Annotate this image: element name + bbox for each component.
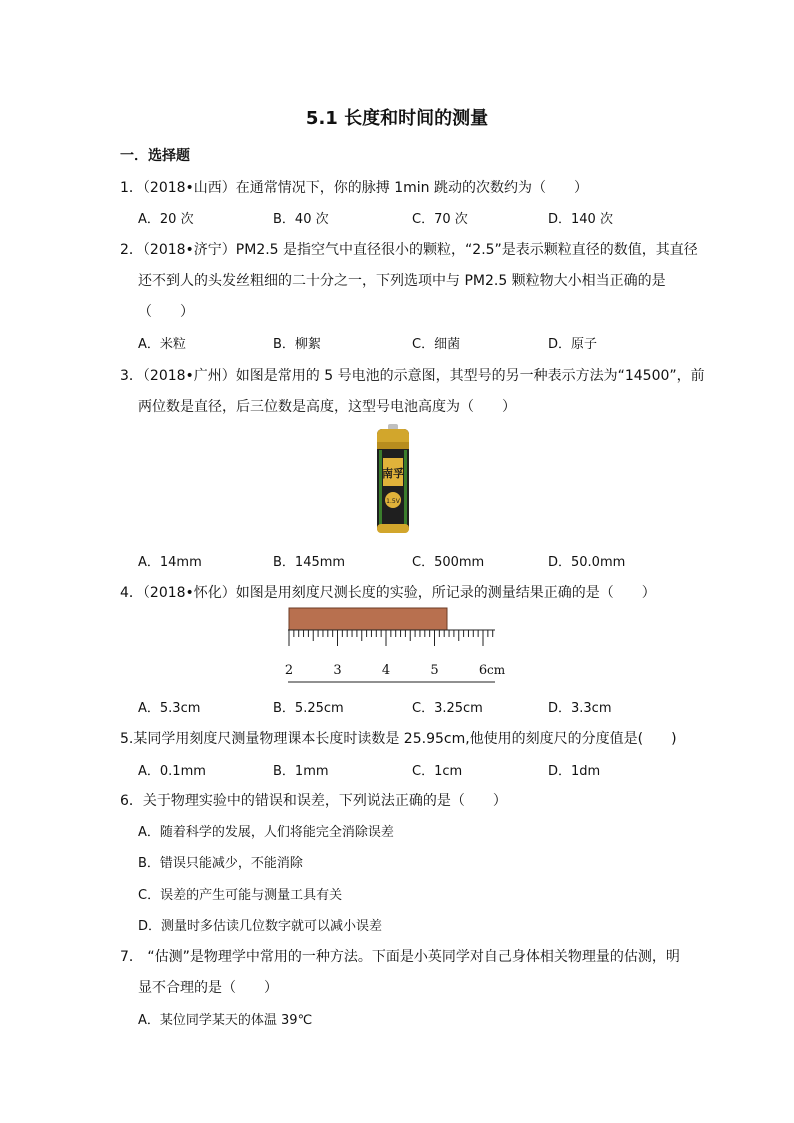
ruler-diagram xyxy=(282,606,512,688)
question-7: 7． “估测”是物理学中常用的一种方法。下面是小英同学对自己身体相关物理量的估测，明 xyxy=(120,949,680,965)
q6-option-b: B．错误只能减少，不能消除 xyxy=(138,856,303,871)
question-4: 4．（2018•怀化）如图是用刻度尺测长度的实验，所记录的测量结果正确的是（ ） xyxy=(120,585,656,601)
q3-option-a: A．14mm xyxy=(138,555,202,570)
battery-voltage: 1.5V xyxy=(386,498,400,505)
battery-brand: 南孚 xyxy=(382,467,404,480)
ruler-label: 6 xyxy=(478,663,488,678)
q2-option-d: D．原子 xyxy=(548,337,598,352)
q2-option-a: A．米粒 xyxy=(138,337,186,352)
question-3: 3．（2018•广州）如图是常用的 5 号电池的示意图，其型号的另一种表示方法为“14500”，前 xyxy=(120,368,705,384)
q3-option-c: C．500mm xyxy=(412,555,485,570)
ruler-label: 4 xyxy=(381,663,391,678)
question-1: 1．（2018•山西）在通常情况下，你的脉搏 1min 跳动的次数约为（ ） xyxy=(120,180,589,196)
question-6: 6．关于物理实验中的错误和误差，下列说法正确的是（ ） xyxy=(120,793,507,809)
question-7-line-2: 显不合理的是（ ） xyxy=(138,980,278,996)
q1-option-a: A．20 次 xyxy=(138,212,194,227)
q4-option-b: B．5.25cm xyxy=(273,701,344,716)
q1-option-c: C．70 次 xyxy=(412,212,468,227)
ruler-unit: cm xyxy=(487,663,506,677)
q2-option-c: C．细菌 xyxy=(412,337,461,352)
section-heading: 一．选择题 xyxy=(120,148,190,164)
q4-option-c: C．3.25cm xyxy=(412,701,483,716)
q6-option-d: D．测量时多估读几位数字就可以减小误差 xyxy=(138,919,383,934)
question-2-line-3: （ ） xyxy=(138,304,194,320)
q1-option-d: D．140 次 xyxy=(548,212,613,227)
q1-option-b: B．40 次 xyxy=(273,212,329,227)
ruler-label: 3 xyxy=(333,663,342,678)
q5-option-a: A．0.1mm xyxy=(138,764,206,779)
q7-option-a: A．某位同学某天的体温 39℃ xyxy=(138,1013,313,1028)
question-2-line-2: 还不到人的头发丝粗细的二十分之一，下列选项中与 PM2.5 颗粒物大小相当正确的是 xyxy=(138,273,666,289)
measured-block xyxy=(289,608,447,630)
q6-option-a: A．随着科学的发展，人们将能完全消除误差 xyxy=(138,825,394,840)
ruler-label: 2 xyxy=(284,663,294,678)
q5-option-d: D．1dm xyxy=(548,764,601,779)
q4-option-a: A．5.3cm xyxy=(138,701,201,716)
page-title: 5.1 长度和时间的测量 xyxy=(305,108,489,129)
ruler-label: 5 xyxy=(430,663,439,678)
aa-battery-image xyxy=(375,424,411,536)
question-5: 5.某同学用刻度尺测量物理课本长度时读数是 25.95cm,他使用的刻度尺的分度值是( ) xyxy=(120,731,677,747)
q3-option-b: B．145mm xyxy=(273,555,346,570)
question-3-line-2: 两位数是直径，后三位数是高度，这型号电池高度为（ ） xyxy=(138,399,516,415)
q3-option-d: D．50.0mm xyxy=(548,555,626,570)
q5-option-b: B．1mm xyxy=(273,764,329,779)
q2-option-b: B．柳絮 xyxy=(273,337,321,352)
question-2: 2．（2018•济宁）PM2.5 是指空气中直径很小的颗粒，“2.5”是表示颗粒直径的数值，其直径 xyxy=(120,242,698,258)
q6-option-c: C．误差的产生可能与测量工具有关 xyxy=(138,888,343,903)
q5-option-c: C．1cm xyxy=(412,764,463,779)
q4-option-d: D．3.3cm xyxy=(548,701,612,716)
